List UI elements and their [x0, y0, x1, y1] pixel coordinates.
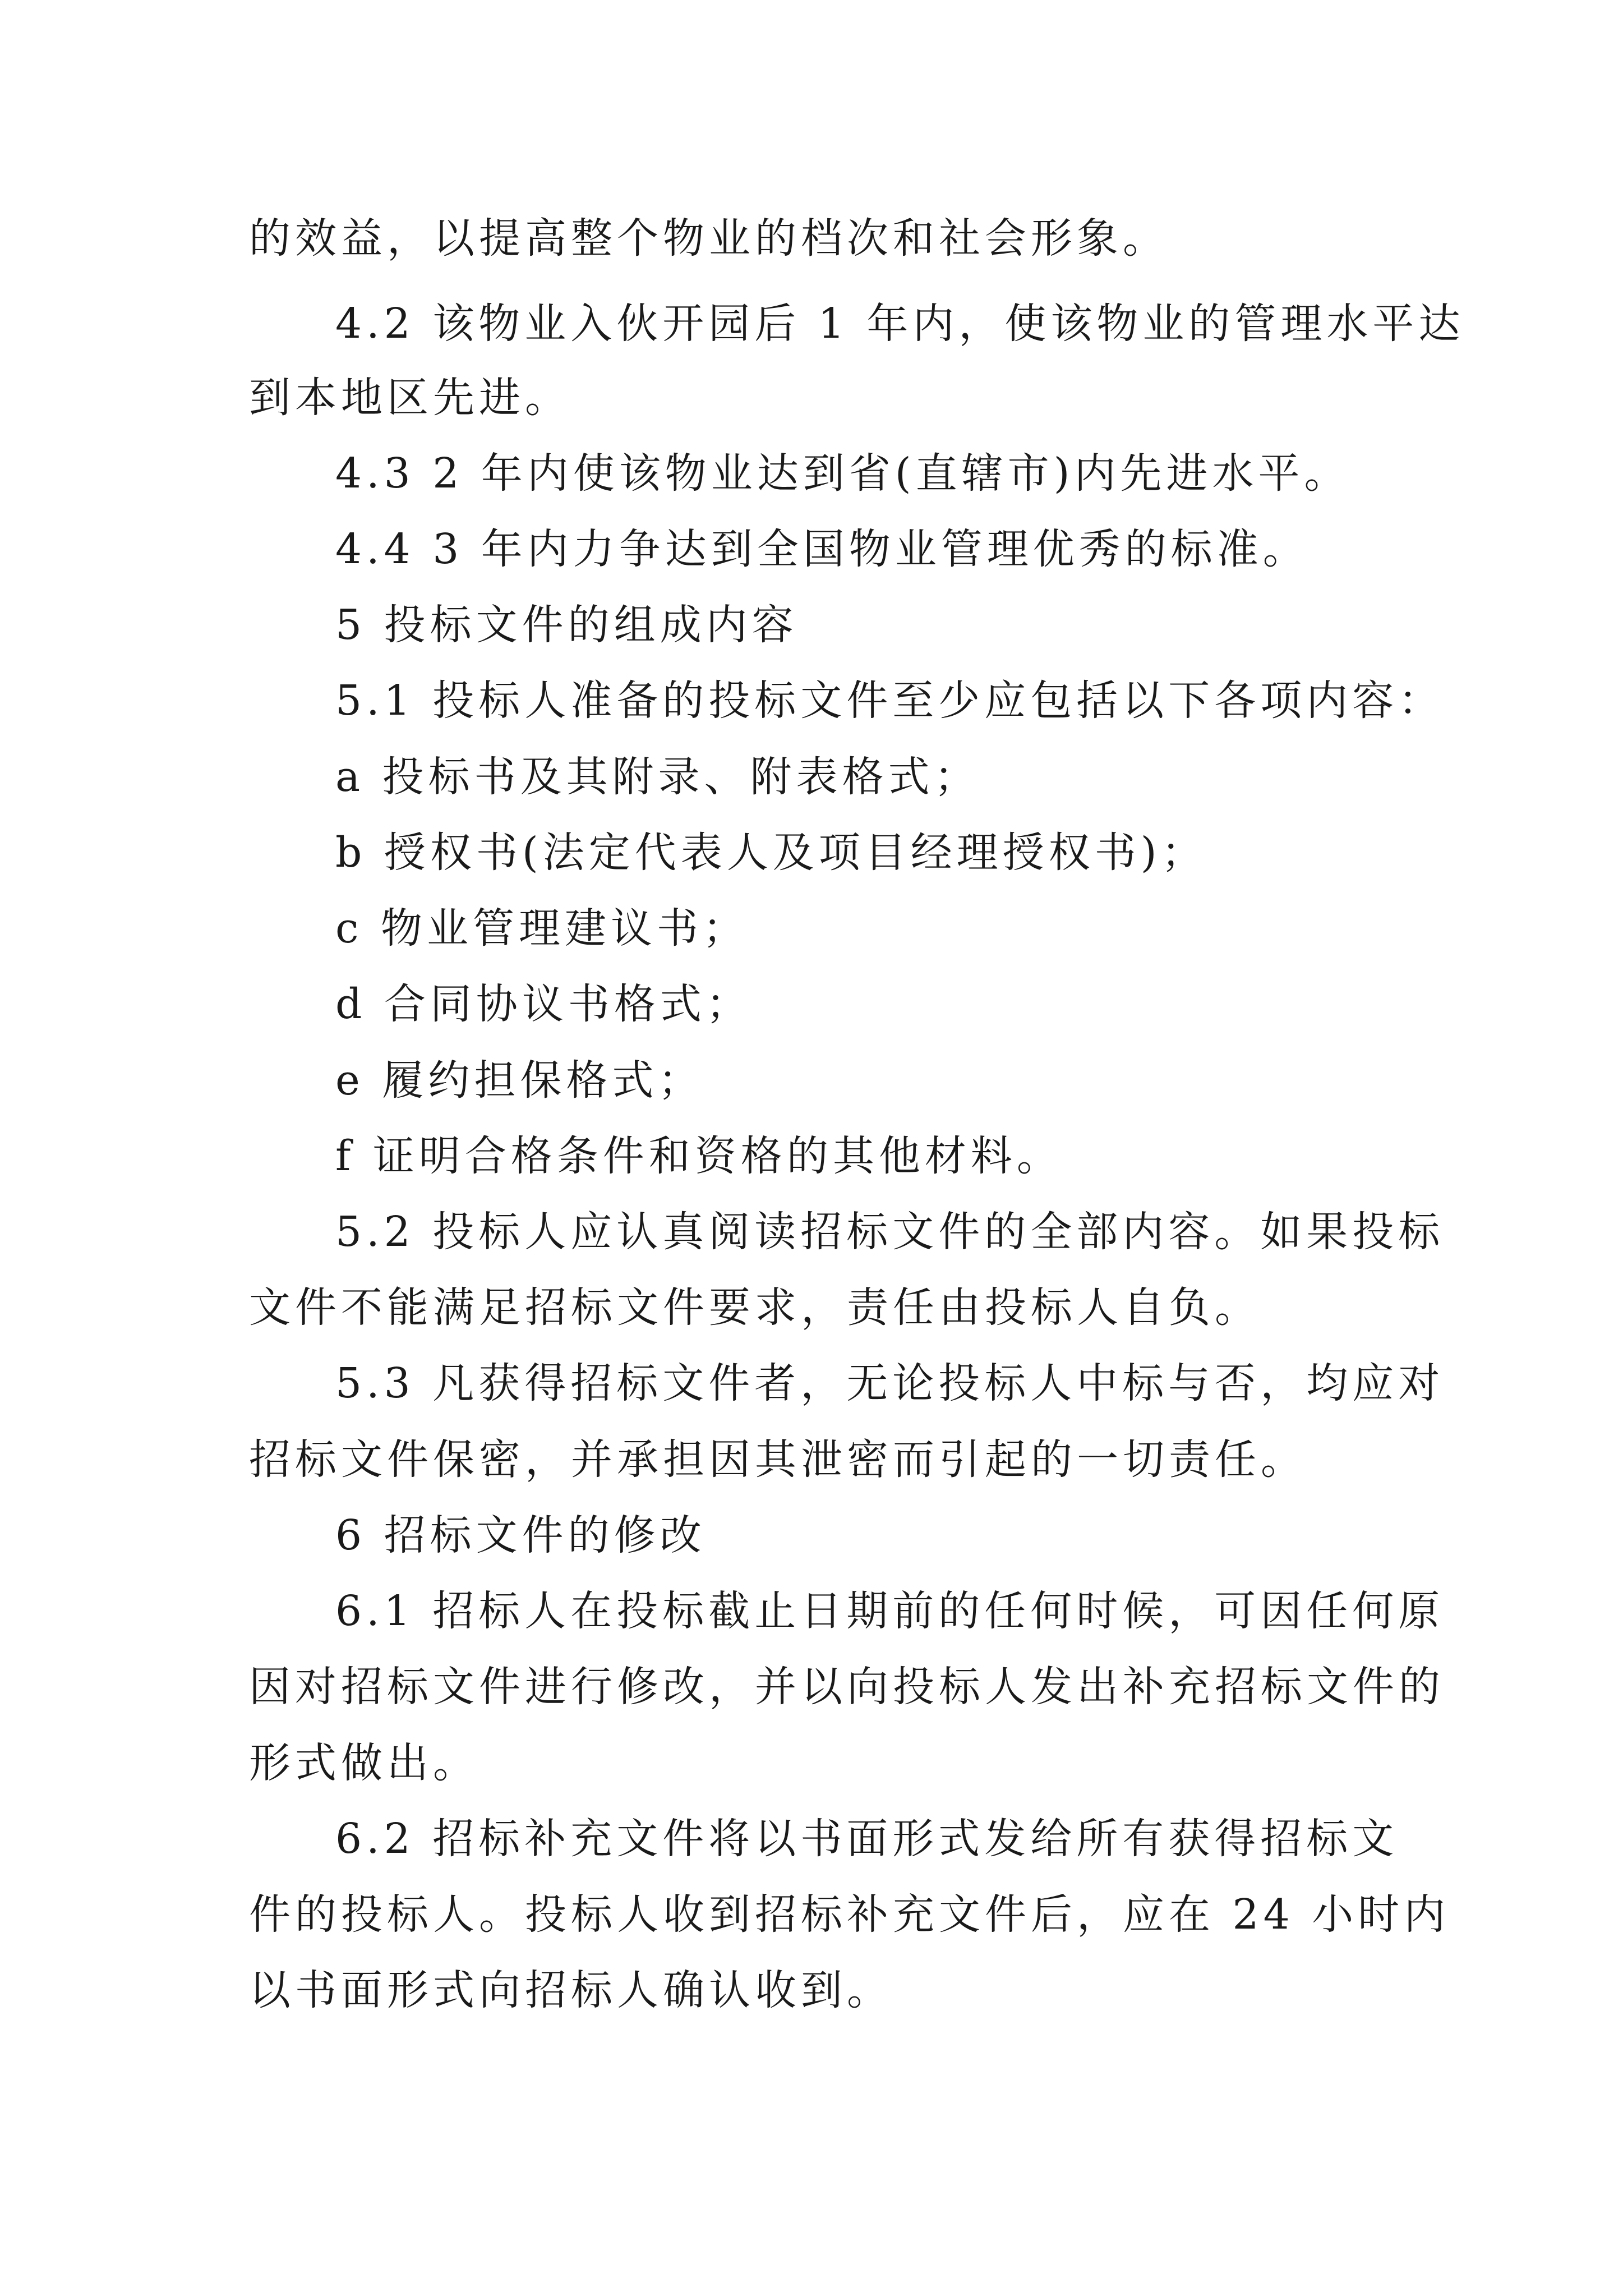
text-line: 的效益，以提高整个物业的档次和社会形象。 [249, 214, 1169, 263]
list-item: d 合同协议书格式； [335, 980, 752, 1028]
text-line: 到本地区先进。 [249, 374, 571, 422]
text-line: 6.1 招标人在投标截止日期前的任何时候，可因任何原 [335, 1587, 1445, 1635]
list-item: a 投标书及其附录、附表格式； [335, 753, 980, 801]
text-line: 件的投标人。投标人收到招标补充文件后，应在 24 小时内 [249, 1890, 1450, 1939]
text-line: 形式做出。 [249, 1739, 479, 1787]
text-line: 5.2 投标人应认真阅读招标文件的全部内容。如果投标 [335, 1208, 1445, 1256]
text-line: 5.3 凡获得招标文件者，无论投标人中标与否，均应对 [335, 1359, 1445, 1407]
list-item: e 履约担保格式； [335, 1056, 704, 1105]
list-item: b 授权书(法定代表人及项目经理授权书)； [335, 829, 1207, 877]
text-line: 4.2 该物业入伙开园后 1 年内，使该物业的管理水平达 [335, 300, 1465, 348]
section-heading: 6 招标文件的修改 [335, 1511, 706, 1559]
section-heading: 5 投标文件的组成内容 [335, 601, 798, 649]
text-line: 文件不能满足招标文件要求，责任由投标人自负。 [249, 1283, 1261, 1332]
list-item: c 物业管理建议书； [335, 904, 749, 953]
text-line: 以书面形式向招标人确认收到。 [249, 1966, 893, 2014]
text-line: 6.2 招标补充文件将以书面形式发给所有获得招标文 [335, 1815, 1399, 1863]
text-line: 5.1 投标人准备的投标文件至少应包括以下各项内容： [335, 677, 1445, 725]
text-line: 因对招标文件进行修改，并以向投标人发出补充招标文件的 [249, 1663, 1445, 1711]
list-item: f 证明合格条件和资格的其他材料。 [335, 1132, 1063, 1180]
text-line: 4.3 2 年内使该物业达到省(直辖市)内先进水平。 [335, 449, 1350, 498]
text-line: 招标文件保密，并承担因其泄密而引起的一切责任。 [249, 1435, 1307, 1484]
text-line: 4.4 3 年内力争达到全国物业管理优秀的标准。 [335, 525, 1309, 573]
